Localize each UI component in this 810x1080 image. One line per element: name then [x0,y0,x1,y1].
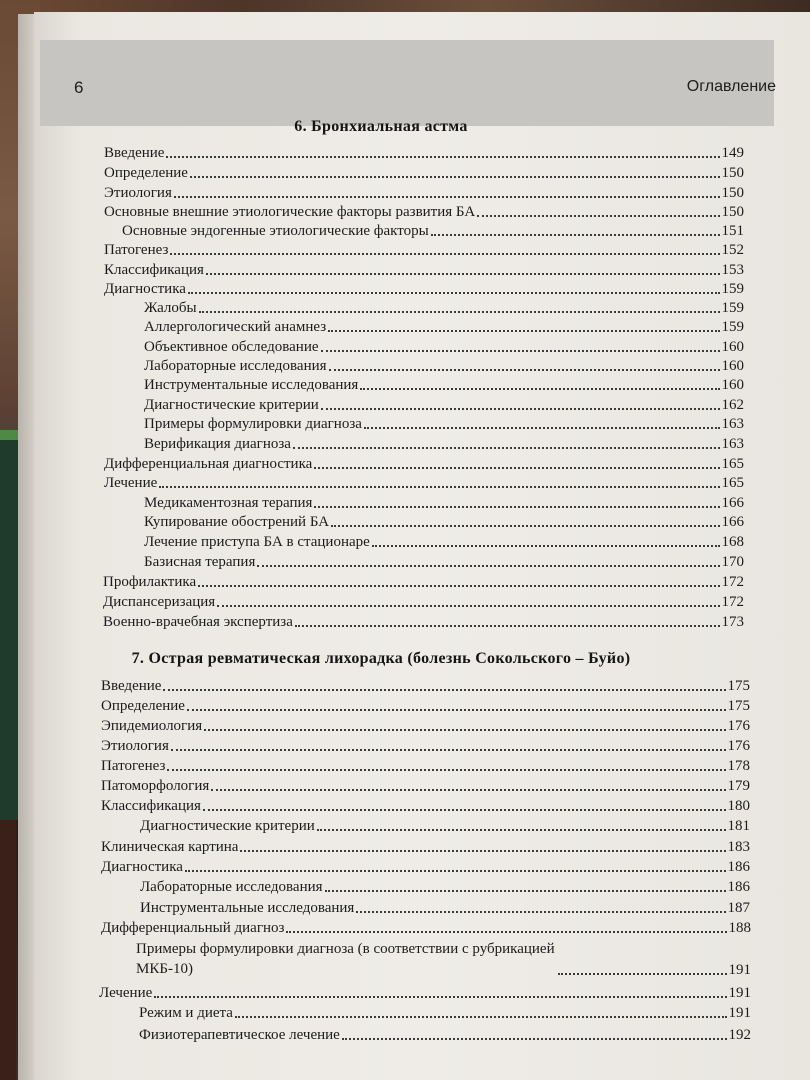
toc-entry [144,316,744,336]
toc-page: 165 [721,456,744,472]
leader-dots [314,505,719,508]
toc-page: 187 [727,900,750,916]
toc-label: Верификация диагноза [144,436,291,452]
toc-entry [139,1002,751,1022]
leader-dots [163,688,725,691]
leader-dots [170,252,719,255]
toc-label: Военно-врачебная экспертиза [103,614,293,630]
toc-page: 173 [721,614,744,630]
section-6-title: 6. Бронхиальная астма [294,118,468,135]
leader-dots [328,329,719,332]
leader-dots [321,407,720,410]
leader-dots [217,604,719,607]
leader-dots [329,368,720,371]
toc-page: 168 [721,534,744,550]
toc-page: 152 [721,242,744,258]
toc-page: 159 [721,319,744,335]
toc-page: 188 [728,920,751,936]
leader-dots [364,426,720,429]
toc-page: 160 [721,377,744,393]
toc-page: 192 [728,1027,751,1043]
toc-entry [144,297,744,317]
toc-label: Физиотерапевтическое лечение [139,1027,340,1043]
toc-label: Режим и диета [139,1005,233,1021]
toc-page: 159 [721,281,744,297]
leader-dots [372,544,720,547]
toc-entry [140,897,750,917]
leader-dots [199,310,720,313]
toc-entry [140,876,750,896]
toc-label: Эпидемиология [101,718,203,734]
toc-entry [144,531,744,551]
toc-label: Дифференциальный диагноз [101,920,285,936]
toc-page: 165 [721,475,744,491]
toc-label: Лабораторные исследования [144,358,327,374]
toc-page: 159 [721,300,744,316]
section-7-title: 7. Острая ревматическая лихорадка (болезнь Сокольского – Буйо) [131,650,631,667]
page-number: 6 [74,78,84,97]
toc-entry [101,735,750,755]
leader-dots [171,748,726,751]
toc-entry [104,201,744,221]
toc-page: 181 [727,818,750,834]
leader-dots [293,446,720,449]
toc-label: Введение [101,678,162,694]
toc-page: 186 [727,879,750,895]
leader-dots [188,291,720,294]
leader-dots [325,889,726,892]
leader-dots [331,524,719,527]
toc-label: Лабораторные исследования [140,879,323,895]
toc-page: 175 [727,678,750,694]
toc-entry [104,239,744,259]
toc-entry [101,675,750,695]
toc-page: 191 [728,985,751,1001]
leader-dots [477,214,719,217]
toc-label: Клиническая картина [101,839,239,855]
header-title: Оглавление [686,78,776,95]
toc-entry [104,182,744,202]
toc-page: 150 [721,165,744,181]
toc-entry [101,836,750,856]
toc-page: 180 [727,798,750,814]
toc-label: Диагностика [101,859,183,875]
leader-dots [240,849,725,852]
leader-dots [187,708,726,711]
leader-dots [204,728,725,731]
toc-page: 150 [721,185,744,201]
toc-page: 172 [721,574,744,590]
toc-label: Диагностические критерии [144,397,319,413]
leader-dots [154,995,726,998]
leader-dots [431,233,720,236]
toc-label: Лечение приступа БА в стационаре [144,534,370,550]
toc-page: 149 [721,145,744,161]
leader-dots [185,869,726,872]
toc-label: Медикаментозная терапия [144,495,313,511]
toc-page: 176 [727,718,750,734]
toc-entry [103,591,744,611]
toc-label: Аллергологический анамнез [144,319,327,335]
toc-page: 175 [727,698,750,714]
leader-dots [203,808,726,811]
toc-entry [144,413,744,433]
toc-label: Введение [104,145,165,161]
toc-label: Инструментальные исследования [144,377,359,393]
leader-dots [286,930,726,933]
leader-dots [159,485,719,488]
toc-entry [101,856,750,876]
toc-page: 179 [727,778,750,794]
toc-page: 191 [728,1005,751,1021]
toc-entry [101,795,750,815]
toc-entry [139,1024,751,1044]
toc-entry [136,939,751,979]
leader-dots [360,387,719,390]
toc-label: Диагностика [104,281,186,297]
toc-entry [144,374,744,394]
toc-entry [103,611,744,631]
toc-page: 183 [727,839,750,855]
toc-label: Классификация [104,262,204,278]
toc-page: 160 [721,339,744,355]
toc-page: 151 [721,223,744,239]
toc-entry [104,472,744,492]
leader-dots [342,1037,727,1040]
toc-entry [101,775,750,795]
leader-dots [211,788,725,791]
toc-entry [144,336,744,356]
toc-page: 186 [727,859,750,875]
toc-entry [101,715,750,735]
toc-page: 170 [721,554,744,570]
toc-label: Патогенез [101,758,166,774]
toc-label: Диспансеризация [103,594,216,610]
toc-label: Основные эндогенные этиологические факторы [122,223,429,239]
toc-entry [104,453,744,473]
leader-dots [321,349,720,352]
toc-page: 166 [721,514,744,530]
toc-entry [103,571,744,591]
toc-label: Определение [104,165,188,181]
toc-label: Базисная терапия [144,554,256,570]
toc-label: Патоморфология [101,778,210,794]
toc-label: Патогенез [104,242,169,258]
toc-label: Диагностические критерии [140,818,315,834]
toc-page: 166 [721,495,744,511]
toc-label: Купирование обострений БА [144,514,330,530]
toc-page: 162 [721,397,744,413]
toc-entry [101,695,750,715]
leader-dots [317,828,726,831]
leader-dots [314,466,719,469]
toc-label: Классификация [101,798,201,814]
leader-dots [190,175,720,178]
toc-page: 191 [728,962,751,978]
toc-label: Примеры формулировки диагноза (в соответствии с рубрикацией МКБ-10) [136,941,555,977]
toc-label: Примеры формулировки диагноза [144,416,362,432]
toc-entry [101,755,750,775]
leader-dots [206,272,720,275]
leader-dots [356,910,725,913]
leader-dots [558,972,727,975]
toc-entry [144,433,744,453]
toc-label: Дифференциальная диагностика [104,456,313,472]
toc-entry [104,162,744,182]
toc-entry [104,259,744,279]
toc-entry [122,220,744,240]
leader-dots [167,768,725,771]
toc-label: Определение [101,698,185,714]
toc-page: 178 [727,758,750,774]
toc-label: Лечение [99,985,153,1001]
toc-label: Основные внешние этиологические факторы развития БА [104,204,476,220]
toc-entry [104,142,744,162]
toc-page: 160 [721,358,744,374]
toc-entry [101,917,751,937]
toc-entry [104,278,744,298]
toc-label: Инструментальные исследования [140,900,355,916]
toc-page: 163 [721,436,744,452]
leader-dots [295,624,720,627]
leader-dots [174,195,720,198]
toc-entry [99,982,751,1002]
toc-label: Лечение [104,475,158,491]
leader-dots [235,1015,727,1018]
toc-page: 153 [721,262,744,278]
toc-label: Жалобы [144,300,197,316]
toc-label: Этиология [101,738,169,754]
leader-dots [166,155,719,158]
leader-dots [257,564,719,567]
toc-entry [140,815,750,835]
toc-entry [144,394,744,414]
toc-entry [144,492,744,512]
toc-entry [144,511,744,531]
leader-dots [198,584,719,587]
toc-entry [144,551,744,571]
toc-label: Этиология [104,185,172,201]
toc-page: 163 [721,416,744,432]
toc-label: Профилактика [103,574,197,590]
toc-label: Объективное обследование [144,339,319,355]
toc-page: 176 [727,738,750,754]
toc-page: 150 [721,204,744,220]
toc-page: 172 [721,594,744,610]
toc-entry [144,355,744,375]
